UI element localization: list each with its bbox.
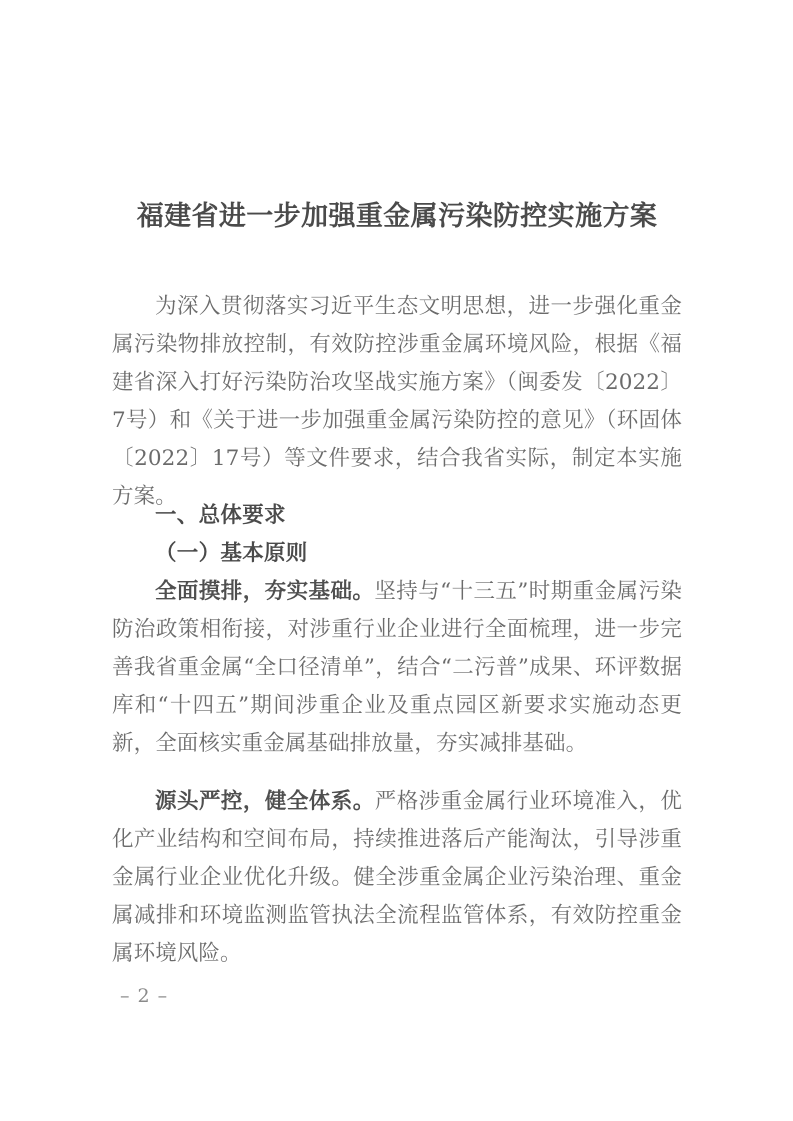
principle-paragraph-2 (112, 783, 682, 973)
principle-paragraph-1 (112, 573, 682, 763)
principle-2-lead: 源头严控，健全体系。 (155, 789, 375, 814)
section-heading-1: 一、总体要求 (155, 503, 286, 528)
subsection-heading-1: （一）基本原则 (155, 541, 308, 566)
page-title: 福建省进一步加强重金属污染防控实施方案 (136, 201, 658, 232)
principle-1-lead: 全面摸排，夯实基础。 (155, 579, 375, 604)
principle-1-text: 坚持与“十三五”时期重金属污染防治政策相衔接，对涉重行业企业进行全面梳理，进一步完善我省重金属“全口径清单”，结合“二污普”成果、环评数据库和“十四五”期间涉重企业及重点园区新要求实施动态更新，全面核实重金属基础排放量，夯实减排基础。 (112, 579, 682, 756)
principle-2-text: 严格涉重金属行业环境准入，优化产业结构和空间布局，持续推进落后产能淘汰，引导涉重金属行业企业优化升级。健全涉重金属企业污染治理、重金属减排和环境监测监管执法全流程监管体系，有效防控重金属环境风险。 (112, 789, 682, 966)
page-number-footer: – 2 – (120, 985, 169, 1007)
intro-paragraph: 为深入贯彻落实习近平生态文明思想，进一步强化重金属污染物排放控制，有效防控涉重金属环境风险，根据《福建省深入打好污染防治攻坚战实施方案》（闽委发〔2022〕7号）和《关于进一步加强重金属污染防控的意见》（环固体〔2022〕17号）等文件要求，结合我省实际，制定本实施方案。 (112, 294, 682, 509)
